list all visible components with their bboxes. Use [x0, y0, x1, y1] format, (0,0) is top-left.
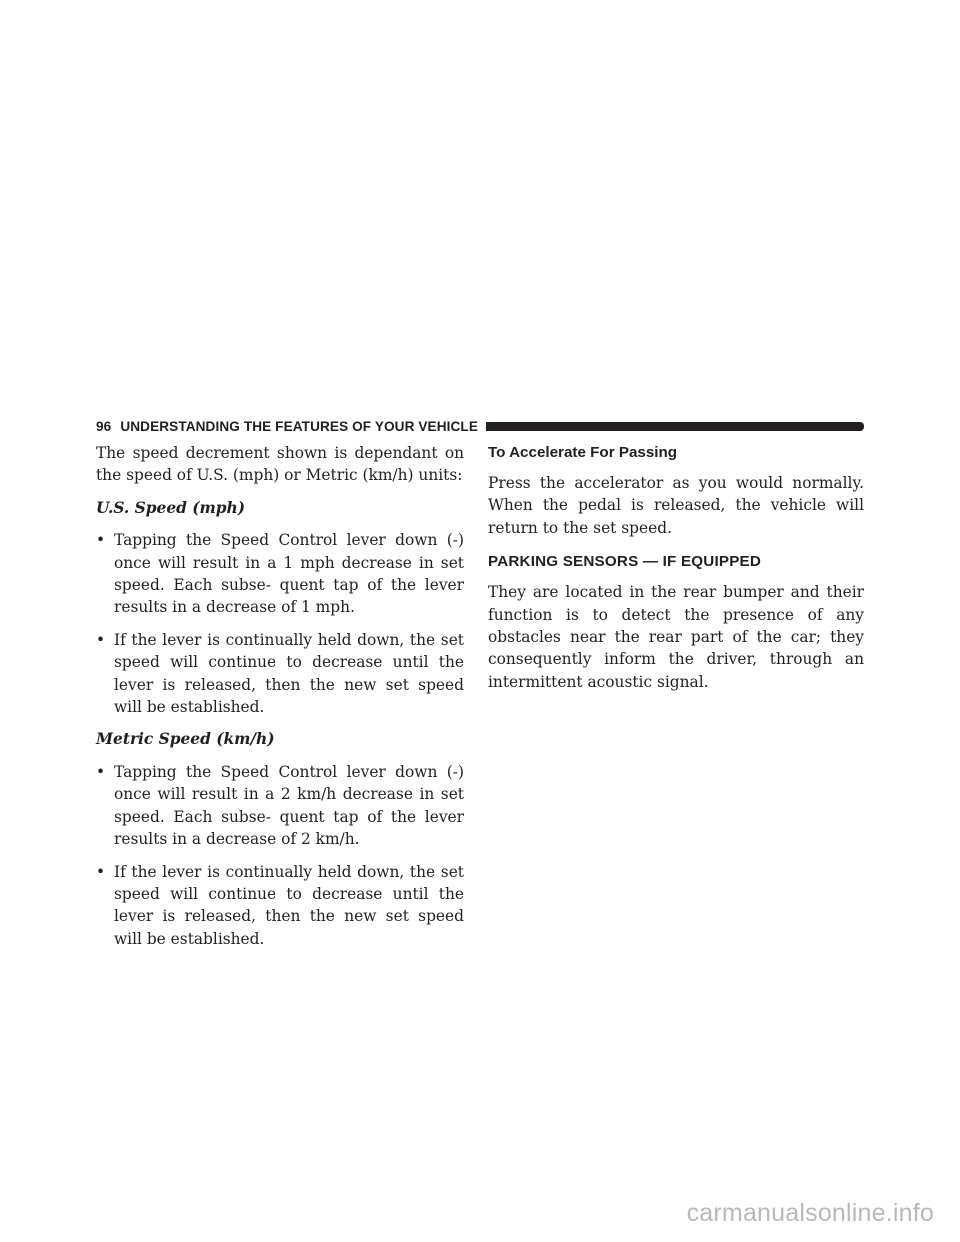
list-item [96, 761, 464, 851]
list-item [96, 629, 464, 719]
header-rule [486, 422, 864, 431]
bullet-icon: • [96, 762, 106, 781]
parking-sensors-heading: PARKING SENSORS — IF EQUIPPED [488, 553, 762, 571]
bullet-icon: • [96, 862, 106, 881]
left-column [96, 442, 464, 960]
us-speed-heading: U.S. Speed (mph) [96, 498, 246, 517]
site-watermark: carmanualsonline.info [686, 1199, 934, 1227]
list-item-text: If the lever is continually held down, the set speed will continue to decrease until the lever is released, then the new set speed will be established. [114, 862, 464, 948]
passing-heading: To Accelerate For Passing [488, 444, 678, 461]
us-speed-list [96, 529, 464, 718]
list-item-text: Tapping the Speed Control lever down (-) once will result in a 1 mph decrease in set speed. Each subse- quent tap of the lever results in a decrease of 1 mph. [114, 531, 464, 617]
page-number: 96 [96, 418, 112, 434]
page-header [96, 417, 864, 435]
section-title: UNDERSTANDING THE FEATURES OF YOUR VEHICLE [120, 418, 478, 434]
list-item [96, 529, 464, 619]
parking-sensors-paragraph: They are located in the rear bumper and their function is to detect the presence of any obstacles near the rear part of the car; they consequently inform the driver, through an intermittent acoustic signal. [488, 583, 864, 691]
passing-paragraph: Press the accelerator as you would normally. When the pedal is released, the vehicle will return to the set speed. [488, 474, 864, 537]
metric-speed-heading: Metric Speed (km/h) [96, 730, 275, 749]
metric-speed-list [96, 761, 464, 950]
list-item [96, 861, 464, 951]
list-item-text: Tapping the Speed Control lever down (-) once will result in a 2 km/h decrease in set speed. Each subse- quent tap of the lever results in a decrease of 2 km/h. [114, 762, 464, 849]
list-item-text: If the lever is continually held down, the set speed will continue to decrease until the lever is released, then the new set speed will be established. [114, 630, 464, 717]
right-column [488, 442, 864, 693]
bullet-icon: • [96, 630, 106, 649]
bullet-icon: • [96, 531, 106, 550]
intro-paragraph: The speed decrement shown is dependant on the speed of U.S. (mph) or Metric (km/h) units: [96, 444, 464, 485]
